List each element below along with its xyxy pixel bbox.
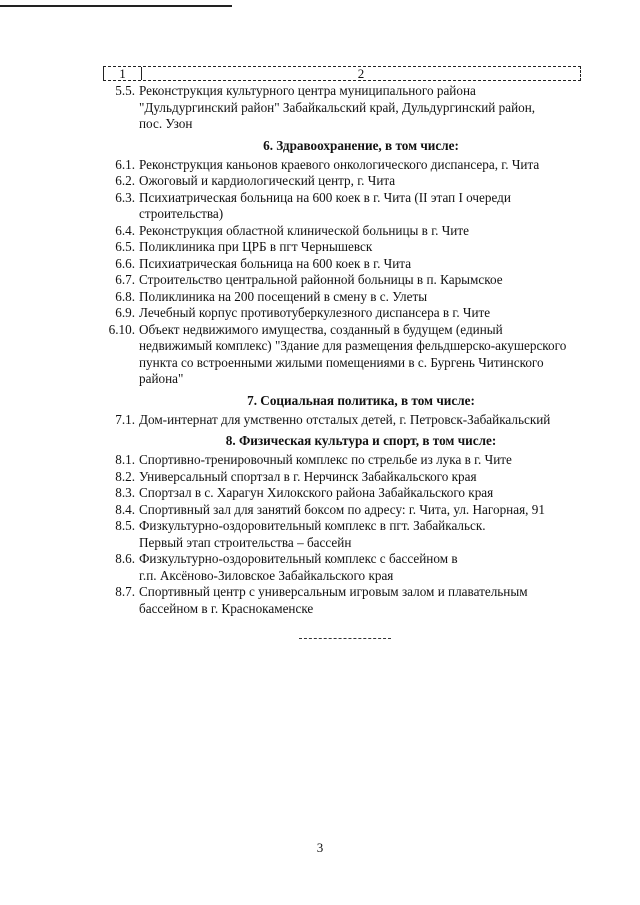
item-number: 8.7. [115, 584, 135, 599]
page-number: 3 [316, 840, 324, 855]
list-item [103, 584, 583, 617]
column-1-header: 1 [104, 67, 142, 80]
list-item [103, 157, 583, 174]
list-item [103, 289, 583, 306]
item-text: Поликлиника при ЦРБ в пгт Чернышевск [139, 239, 373, 254]
item-number: 6.2. [115, 173, 135, 188]
item-number: 5.5. [115, 83, 135, 98]
list-item [103, 485, 583, 502]
list-item [103, 518, 583, 551]
item-number: 8.1. [115, 452, 135, 467]
item-number: 6.6. [115, 255, 135, 271]
list-item [103, 469, 583, 486]
item-text: Дом-интернат для умственно отсталых детей, г. Петровск-Забайкальский [139, 411, 551, 427]
item-text: Реконструкция каньонов краевого онкологического диспансера, г. Чита [139, 156, 540, 172]
end-divider [299, 638, 391, 640]
item-text: Реконструкция культурного центра муниципального района "Дульдургинский район" Забайкальский край, Дульдургинский район, пос. Узон [139, 83, 536, 131]
list-item [103, 239, 583, 256]
item-text: Психиатрическая больница на 600 коек в г. Чита (II этап I очереди строительства) [139, 189, 511, 221]
item-text: Строительство центральной районной больницы в п. Карымское [139, 272, 503, 287]
list-item [103, 452, 583, 469]
column-2-header: 2 [357, 66, 365, 81]
item-text: Психиатрическая больница на 600 коек в г. Чита [139, 255, 412, 271]
section-8-list [103, 452, 583, 617]
item-number: 8.5. [115, 518, 135, 533]
item-text: Физкультурно-оздоровительный комплекс с бассейном в г.п. Аксёново-Зиловское Забайкальского края [139, 551, 458, 583]
item-number: 6.8. [115, 288, 135, 304]
item-text: Объект недвижимого имущества, созданный в будущем (единый недвижимый комплекс) "Здание для размещения фельдшерско-акушерского пункта со встроенными жилыми помещениями в с. Бургень Читинского района" [139, 321, 567, 386]
item-number: 6.9. [115, 305, 135, 320]
item-text: Лечебный корпус противотуберкулезного диспансера в г. Чите [139, 305, 491, 320]
top-rule [0, 5, 232, 7]
list-item [103, 190, 583, 223]
list-item [103, 83, 583, 133]
item-number: 8.3. [115, 485, 135, 500]
item-text: Спортивный зал для занятий боксом по адресу: г. Чита, ул. Нагорная, 91 [139, 501, 545, 517]
item-number: 8.2. [115, 468, 135, 484]
item-text: Спортивно-тренировочный комплекс по стрельбе из лука в г. Чите [139, 452, 512, 467]
list-item [103, 322, 583, 388]
item-text: Спортивный центр с универсальным игровым залом и плавательным бассейном в г. Краснокаменске [139, 584, 528, 616]
item-text: Реконструкция областной клинической больницы в г. Чите [139, 222, 469, 238]
item-number: 8.4. [115, 501, 135, 517]
item-number: 6.5. [115, 239, 135, 254]
item-text: Физкультурно-оздоровительный комплекс в пгт. Забайкальск. Первый этап строительства – бассейн [139, 518, 486, 550]
item-number: 6.3. [115, 189, 135, 205]
section-heading-8: 8. Физическая культура и спорт, в том числе: [225, 433, 497, 448]
section-heading-6: 6. Здравоохранение, в том числе: [263, 137, 459, 153]
list-item [103, 502, 583, 519]
list-item [103, 173, 583, 190]
section-heading-7: 7. Социальная политика, в том числе: [247, 392, 475, 408]
item-number: 8.6. [115, 551, 135, 566]
section-6-list [103, 157, 583, 388]
list-item [103, 305, 583, 322]
item-text: Универсальный спортзал в г. Нерчинск Забайкальского края [139, 468, 477, 484]
section-7-list [103, 412, 583, 429]
item-number: 6.1. [115, 156, 135, 172]
table-header [103, 66, 581, 81]
list-item [103, 256, 583, 273]
item-text: Ожоговый и кардиологический центр, г. Чита [139, 173, 396, 188]
document-body [103, 83, 583, 617]
list-item [103, 223, 583, 240]
item-number: 7.1. [115, 411, 135, 427]
item-text: Поликлиника на 200 посещений в смену в с. Улеты [139, 288, 428, 304]
list-item [103, 551, 583, 584]
item-number: 6.10. [108, 321, 135, 337]
list-item [103, 272, 583, 289]
item-number: 6.4. [115, 222, 135, 238]
list-item [103, 412, 583, 429]
item-text: Спортзал в с. Харагун Хилокского района Забайкальского края [139, 485, 494, 500]
item-number: 6.7. [115, 272, 135, 287]
